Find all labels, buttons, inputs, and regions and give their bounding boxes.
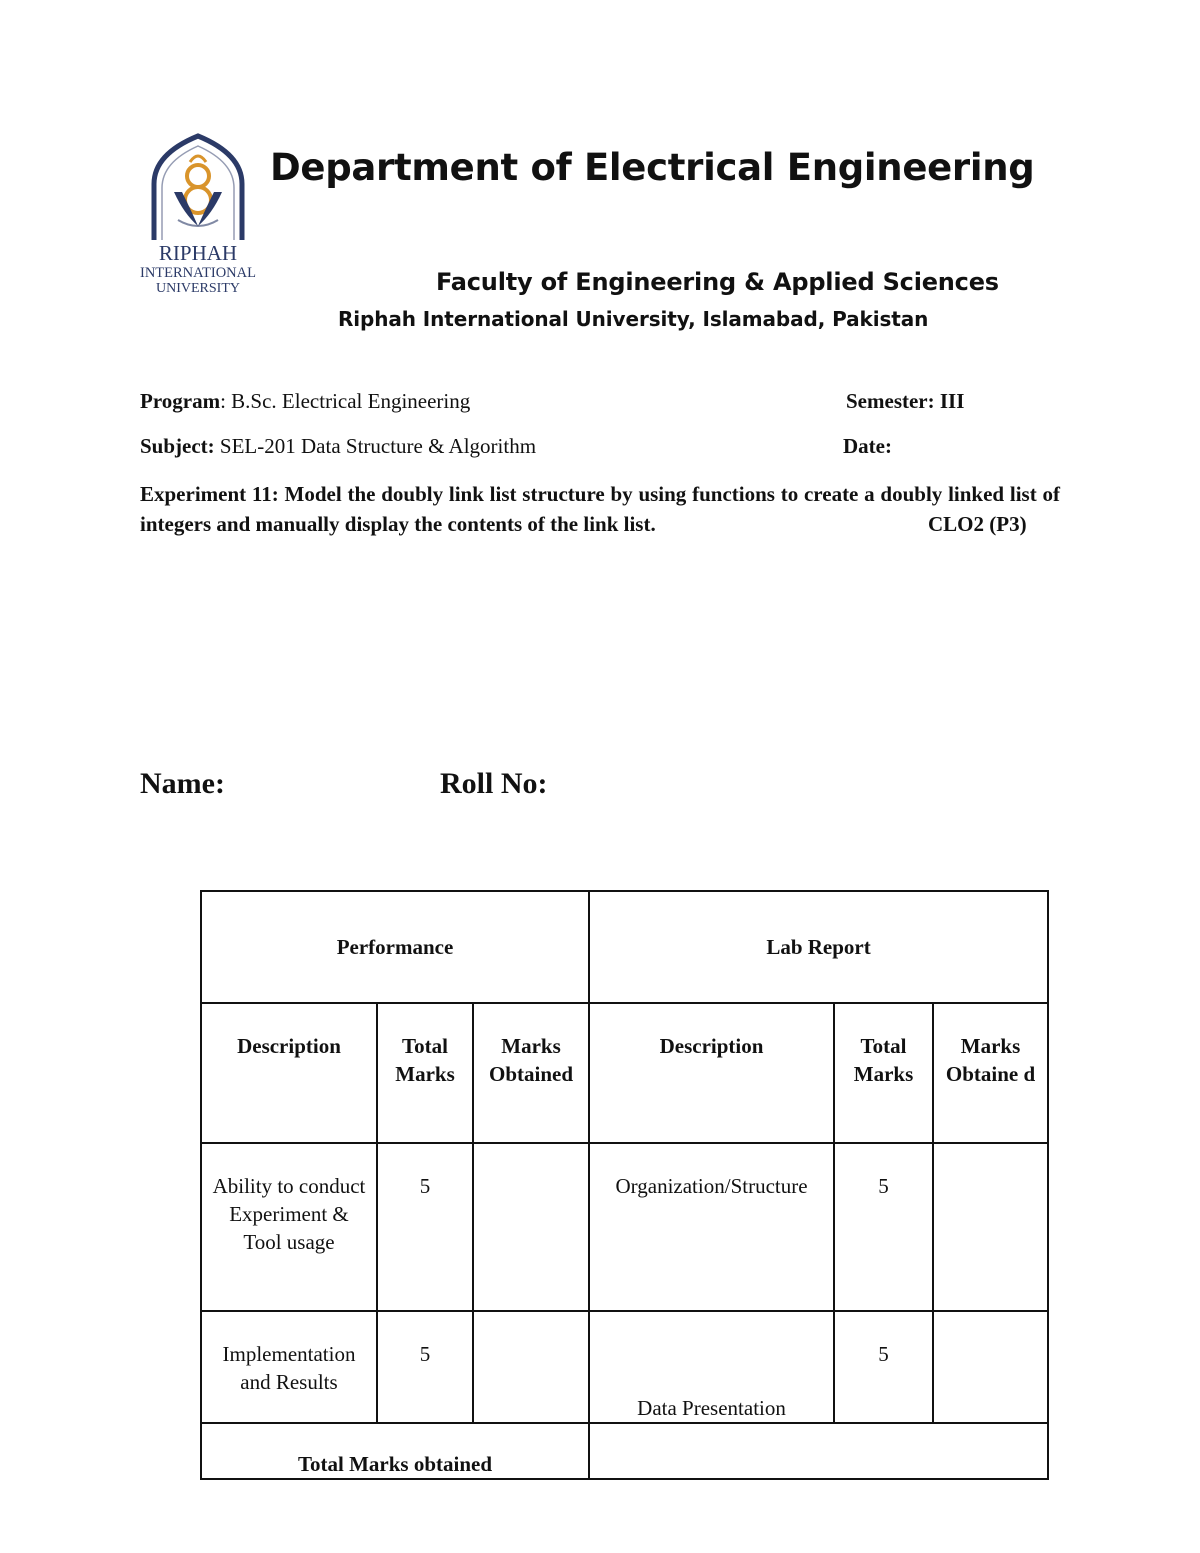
university-logo [134,132,262,298]
marks-entry-cell[interactable] [933,1143,1048,1311]
logo-line1: RIPHAH [158,241,238,265]
department-title: Department of Electrical Engineering [270,146,1035,189]
semester-label: Semester: [846,389,935,413]
date-line [843,434,892,459]
group-header-row [201,891,1048,1003]
semester-value: III [934,389,965,413]
marks-table [200,890,1049,1480]
clo-label: CLO2 (P3) [928,512,1027,536]
university-title: Riphah International University, Islamabad, Pakistan [338,307,929,331]
lab-report-header: Lab Report [589,891,1048,1003]
table-cell: Implementation and Results [201,1311,377,1423]
marks-entry-cell[interactable] [933,1311,1048,1423]
table-row [201,1143,1048,1311]
faculty-title: Faculty of Engineering & Applied Sciences [436,268,999,296]
semester-line [846,389,964,414]
program-value: : B.Sc. Electrical Engineering [220,389,471,413]
total-marks-entry-cell[interactable] [589,1423,1048,1479]
subject-line [140,434,536,459]
marks-entry-cell[interactable] [473,1311,589,1423]
logo-line2: INTERNATIONAL [140,265,256,281]
marks-entry-cell[interactable] [473,1143,589,1311]
table-row [201,1311,1048,1423]
table-cell: 5 [377,1311,473,1423]
subject-label: Subject: [140,434,215,458]
riphah-university-crest-logo [134,132,262,298]
col-total-marks-performance: Total Marks [377,1003,473,1143]
table-cell: 5 [834,1143,933,1311]
roll-no-label: Roll No: [440,767,548,800]
col-description-performance: Description [201,1003,377,1143]
program-line [140,389,470,414]
col-marks-obtained-lab: Marks Obtaine d [933,1003,1048,1143]
performance-header: Performance [201,891,589,1003]
table-cell: 5 [834,1311,933,1423]
table-cell: Data Presentation [589,1311,834,1423]
total-marks-label: Total Marks obtained [201,1423,589,1479]
col-total-marks-lab: Total Marks [834,1003,933,1143]
subject-value: SEL-201 Data Structure & Algorithm [214,434,537,458]
program-label: Program [140,389,221,413]
col-marks-obtained-performance: Marks Obtained [473,1003,589,1143]
logo-line3: UNIVERSITY [156,281,240,296]
table-cell: Ability to conduct Experiment & Tool usage [201,1143,377,1311]
total-row [201,1423,1048,1479]
table-cell: Organization/Structure [589,1143,834,1311]
column-header-row [201,1003,1048,1143]
name-label: Name: [140,767,225,800]
experiment-description [140,479,1060,539]
table-cell: 5 [377,1143,473,1311]
date-label: Date: [843,434,892,458]
experiment-text: Experiment 11: Model the doubly link list structure by using functions to create a doubly linked list of integers and manually display the contents of the link list. [140,482,1060,536]
col-description-lab: Description [589,1003,834,1143]
